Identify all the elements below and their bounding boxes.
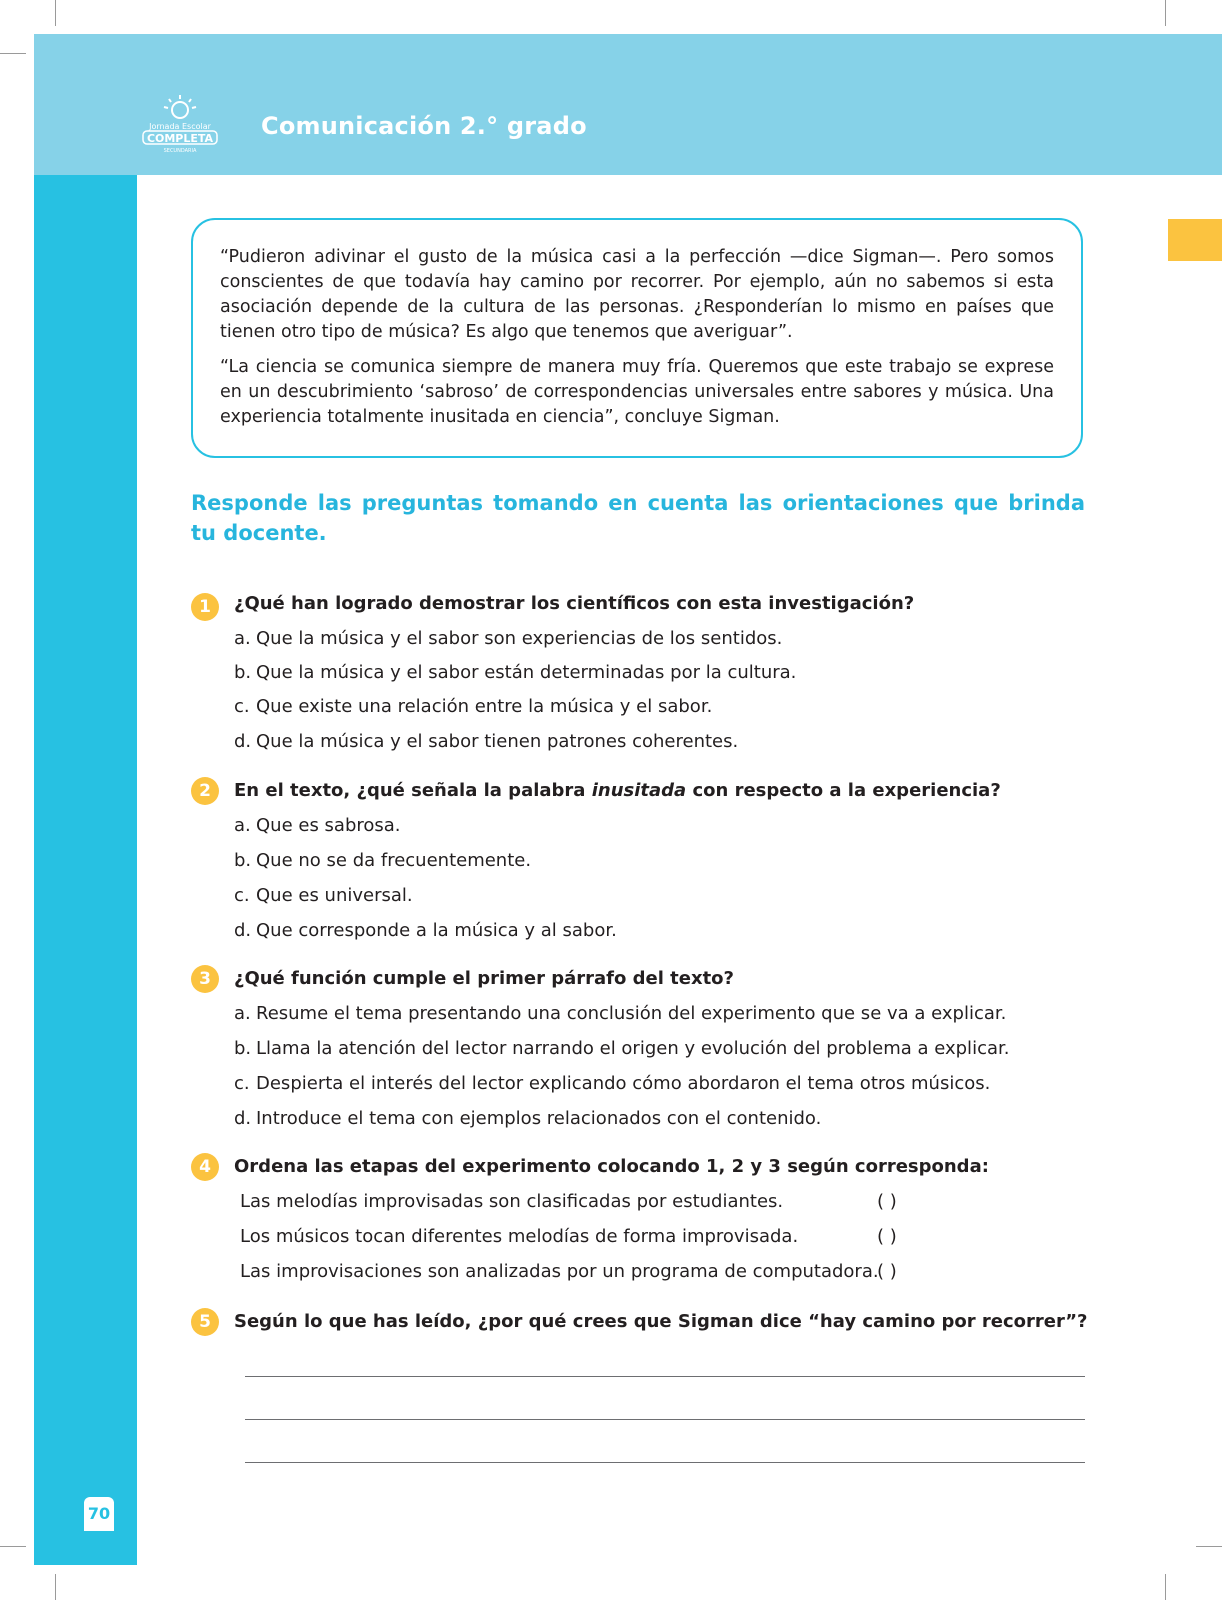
crop-mark	[55, 0, 56, 26]
crop-mark	[1196, 1546, 1222, 1547]
logo-line2: COMPLETA	[146, 132, 214, 145]
option-text: Que es sabrosa.	[256, 815, 401, 836]
answer-option[interactable]	[234, 1106, 821, 1132]
answer-line[interactable]	[245, 1419, 1085, 1420]
question-number-badge: 1	[191, 593, 219, 621]
option-letter: c.	[234, 885, 250, 906]
option-letter: d.	[234, 920, 252, 941]
crop-mark	[55, 1574, 56, 1600]
question-text-part: En el texto, ¿qué señala la palabra	[234, 780, 592, 801]
order-item-text: Las melodías improvisadas son clasificadas por estudiantes.	[240, 1191, 784, 1212]
question-number-badge: 5	[191, 1308, 219, 1336]
option-text: Resume el tema presentando una conclusión del experimento que se va a explicar.	[256, 1003, 1007, 1024]
page-title: Comunicación 2.° grado	[261, 112, 587, 140]
crop-mark	[0, 53, 26, 54]
question-text: Ordena las etapas del experimento colocando 1, 2 y 3 según corresponda:	[234, 1156, 989, 1177]
option-letter: d.	[234, 1108, 252, 1129]
option-letter: c.	[234, 1073, 250, 1094]
option-text: Introduce el tema con ejemplos relacionados con el contenido.	[256, 1108, 822, 1129]
answer-option[interactable]	[234, 918, 617, 944]
answer-option[interactable]	[234, 660, 796, 686]
option-text: Despierta el interés del lector explicando cómo abordaron el tema otros músicos.	[256, 1073, 991, 1094]
question-keyword: inusitada	[591, 780, 687, 801]
answer-option[interactable]	[234, 883, 413, 909]
answer-option[interactable]	[234, 1071, 990, 1097]
crop-mark	[1165, 1574, 1166, 1600]
answer-option[interactable]	[234, 694, 712, 720]
option-text: Que existe una relación entre la música y el sabor.	[256, 696, 713, 717]
left-sidebar-band	[34, 175, 137, 1565]
option-letter: d.	[234, 731, 252, 752]
answer-option[interactable]	[234, 626, 782, 652]
option-letter: b.	[234, 1038, 252, 1059]
option-letter: b.	[234, 850, 252, 871]
page-number: 70	[84, 1497, 114, 1531]
option-text: Que es universal.	[256, 885, 413, 906]
answer-line[interactable]	[245, 1462, 1085, 1463]
option-text: Que la música y el sabor tienen patrones coherentes.	[256, 731, 739, 752]
logo-line1: Jornada Escolar	[149, 122, 211, 131]
answer-option[interactable]	[234, 813, 401, 839]
order-item-text: Los músicos tocan diferentes melodías de forma improvisada.	[240, 1226, 799, 1247]
question-text: Según lo que has leído, ¿por qué crees que Sigman dice “hay camino por recorrer”?	[234, 1311, 1088, 1332]
question-number-badge: 3	[191, 965, 219, 993]
quote-box	[191, 218, 1083, 458]
question-number-badge: 4	[191, 1153, 219, 1181]
option-letter: a.	[234, 1003, 251, 1024]
order-blank[interactable]: ( )	[877, 1191, 897, 1212]
crop-mark	[0, 1546, 26, 1547]
question-text-part: con respecto a la experiencia?	[686, 780, 1001, 801]
answer-option[interactable]	[234, 729, 738, 755]
option-text: Que la música y el sabor son experiencias de los sentidos.	[256, 628, 783, 649]
order-blank[interactable]: ( )	[877, 1261, 897, 1282]
quote-paragraph: “Pudieron adivinar el gusto de la música casi a la perfección —dice Sigman—. Pero somos conscientes de que todavía hay camino por recorrer. Por ejemplo, aún no sabemos si esta asociación depende de la cultura de las personas. ¿Responderían lo mismo en países que tienen otro tipo de música? Es algo que tenemos que averiguar”.	[220, 247, 1054, 342]
question-text: ¿Qué han logrado demostrar los científicos con esta investigación?	[234, 593, 915, 614]
option-letter: b.	[234, 662, 252, 683]
question-text: ¿Qué función cumple el primer párrafo del texto?	[234, 968, 734, 989]
option-text: Que corresponde a la música y al sabor.	[256, 920, 617, 941]
option-text: Llama la atención del lector narrando el origen y evolución del problema a explicar.	[256, 1038, 1010, 1059]
jec-logo	[140, 94, 220, 154]
answer-option[interactable]	[234, 1036, 1009, 1062]
answer-option[interactable]	[234, 1001, 1006, 1027]
logo-line3: SECUNDARIA	[163, 148, 197, 154]
order-item-text: Las improvisaciones son analizadas por un programa de computadora.	[240, 1261, 879, 1282]
option-text: Que la música y el sabor están determinadas por la cultura.	[256, 662, 797, 683]
option-text: Que no se da frecuentemente.	[256, 850, 532, 871]
option-letter: a.	[234, 628, 251, 649]
question-number-badge: 2	[191, 777, 219, 805]
answer-line[interactable]	[245, 1376, 1085, 1377]
order-blank[interactable]: ( )	[877, 1226, 897, 1247]
instruction-heading: Responde las preguntas tomando en cuenta las orientaciones que brinda tu docente.	[191, 491, 1085, 545]
option-letter: c.	[234, 696, 250, 717]
option-letter: a.	[234, 815, 251, 836]
answer-option[interactable]	[234, 848, 531, 874]
crop-mark	[1165, 0, 1166, 26]
quote-paragraph: “La ciencia se comunica siempre de manera muy fría. Queremos que este trabajo se exprese en un descubrimiento ‘sabroso’ de correspondencias universales entre sabores y música. Una experiencia totalmente inusitada en ciencia”, concluye Sigman.	[220, 357, 1054, 427]
section-tab	[1168, 219, 1222, 261]
question-text	[234, 778, 1001, 804]
